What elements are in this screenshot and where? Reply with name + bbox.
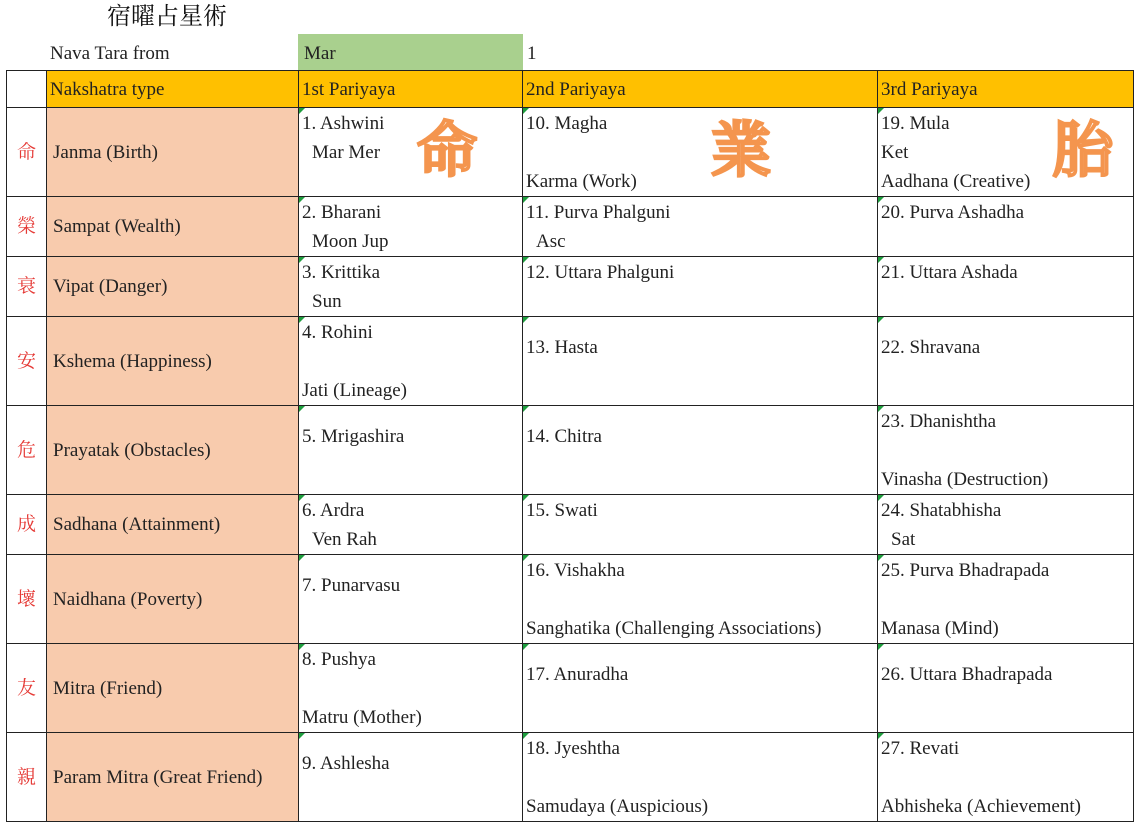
nakshatra-name: 16. Vishakha	[526, 560, 625, 581]
header-type-cell[interactable]	[47, 71, 299, 108]
nakshatra-name: 20. Purva Ashadha	[881, 202, 1025, 223]
nakshatra-name: 27. Revati	[881, 738, 960, 759]
pariyaya-cell-p2[interactable]	[523, 733, 878, 822]
comment-marker-icon	[299, 495, 305, 501]
table-row	[7, 733, 1134, 822]
row-kanji[interactable]: 成	[7, 495, 47, 555]
planet-list: Sun	[312, 291, 342, 312]
nakshatra-name: 11. Purva Phalguni	[526, 202, 671, 223]
nakshatra-type-label: Naidhana (Poverty)	[53, 588, 203, 610]
nakshatra-name: 3. Krittika	[302, 262, 381, 283]
nakshatra-type-label: Kshema (Happiness)	[53, 350, 212, 372]
nakshatra-type-cell[interactable]	[47, 733, 299, 822]
planet-list	[526, 138, 874, 167]
nakshatra-name: 5. Mrigashira	[302, 426, 405, 447]
pariyaya-cell-p2[interactable]	[523, 644, 878, 733]
header-p3-cell[interactable]	[878, 71, 1134, 108]
nakshatra-name: 14. Chitra	[526, 426, 602, 447]
comment-marker-icon	[523, 733, 529, 739]
nakshatra-type-label: Vipat (Danger)	[53, 276, 168, 297]
pariyaya-cell-p3[interactable]	[878, 644, 1134, 733]
row-kanji[interactable]: 命	[7, 108, 47, 197]
pariyaya-cell-p2[interactable]	[523, 108, 878, 197]
row-kanji[interactable]: 友	[7, 644, 47, 733]
nakshatra-type-label: Param Mitra (Great Friend)	[53, 766, 263, 788]
from-index[interactable]: 1	[527, 43, 537, 64]
table-row	[7, 555, 1134, 644]
row-kanji[interactable]: 危	[7, 406, 47, 495]
comment-marker-icon	[299, 406, 305, 412]
row-kanji[interactable]: 榮	[7, 197, 47, 257]
planet-list: Sat	[891, 529, 916, 550]
tara-meaning: Samudaya (Auspicious)	[526, 796, 709, 817]
nakshatra-type-label: Janma (Birth)	[53, 141, 159, 163]
comment-marker-icon	[523, 108, 529, 114]
nakshatra-name: 15. Swati	[526, 500, 598, 521]
pariyaya-cell-p1[interactable]	[299, 317, 523, 406]
comment-marker-icon	[299, 108, 305, 114]
pariyaya-cell-p2[interactable]	[523, 495, 878, 555]
nakshatra-type-cell[interactable]	[47, 317, 299, 406]
comment-marker-icon	[299, 644, 305, 650]
comment-marker-icon	[878, 257, 884, 263]
nakshatra-type-cell[interactable]	[47, 406, 299, 495]
pariyaya-cell-p1[interactable]	[299, 495, 523, 555]
nakshatra-name: 21. Uttara Ashada	[881, 262, 1018, 283]
comment-marker-icon	[878, 197, 884, 203]
planet-list: Ven Rah	[312, 529, 377, 550]
pariyaya-cell-p2[interactable]	[523, 197, 878, 257]
pariyaya-cell-p3[interactable]	[878, 197, 1134, 257]
table-row	[7, 317, 1134, 406]
nakshatra-name: 2. Bharani	[302, 202, 382, 223]
header-p1: 1st Pariyaya	[302, 78, 396, 100]
pariyaya-cell-p1[interactable]	[299, 644, 523, 733]
nakshatra-type-cell[interactable]	[47, 644, 299, 733]
planet-list	[526, 585, 874, 614]
nakshatra-name: 9. Ashlesha	[302, 753, 390, 774]
nakshatra-type-cell[interactable]	[47, 108, 299, 197]
comment-marker-icon	[878, 644, 884, 650]
planet-list	[881, 436, 1130, 465]
nakshatra-name: 1. Ashwini	[302, 113, 385, 134]
pariyaya-cell-p1[interactable]	[299, 406, 523, 495]
nakshatra-type-cell[interactable]	[47, 257, 299, 317]
comment-marker-icon	[523, 406, 529, 412]
pariyaya-cell-p3[interactable]	[878, 555, 1134, 644]
pariyaya-cell-p2[interactable]	[523, 406, 878, 495]
pariyaya-cell-p1[interactable]	[299, 555, 523, 644]
table-row	[7, 197, 1134, 257]
nakshatra-name: 23. Dhanishtha	[881, 411, 997, 432]
nakshatra-name: 12. Uttara Phalguni	[526, 262, 675, 283]
comment-marker-icon	[878, 108, 884, 114]
comment-marker-icon	[523, 495, 529, 501]
pariyaya-cell-p1[interactable]	[299, 108, 523, 197]
pariyaya-cell-p1[interactable]	[299, 257, 523, 317]
pariyaya-cell-p3[interactable]	[878, 108, 1134, 197]
nakshatra-type-label: Sadhana (Attainment)	[53, 514, 221, 535]
row-kanji[interactable]: 壞	[7, 555, 47, 644]
planet-list	[881, 763, 1130, 792]
comment-marker-icon	[878, 406, 884, 412]
comment-marker-icon	[523, 644, 529, 650]
table-row	[7, 108, 1134, 197]
pariyaya-cell-p2[interactable]	[523, 555, 878, 644]
pariyaya-cell-p2[interactable]	[523, 257, 878, 317]
nakshatra-name: 13. Hasta	[526, 337, 598, 358]
pariyaya-cell-p1[interactable]	[299, 197, 523, 257]
comment-marker-icon	[523, 197, 529, 203]
tara-meaning: Abhisheka (Achievement)	[881, 796, 1081, 817]
planet-list	[302, 674, 519, 703]
pariyaya-cell-p3[interactable]	[878, 317, 1134, 406]
tara-meaning: Vinasha (Destruction)	[881, 469, 1049, 490]
comment-marker-icon	[299, 733, 305, 739]
nakshatra-type-label: Mitra (Friend)	[53, 677, 163, 699]
nakshatra-name: 17. Anuradha	[526, 664, 629, 685]
row-kanji[interactable]: 親	[7, 733, 47, 822]
nakshatra-name: 4. Rohini	[302, 322, 373, 343]
comment-marker-icon	[878, 495, 884, 501]
nakshatra-name: 19. Mula	[881, 113, 950, 134]
nakshatra-type-cell[interactable]	[47, 495, 299, 555]
big-glyph-p1: 命	[417, 116, 477, 186]
nakshatra-name: 22. Shravana	[881, 337, 981, 358]
header-p3: 3rd Pariyaya	[881, 78, 978, 100]
header-p2: 2nd Pariyaya	[526, 78, 626, 100]
pariyaya-cell-p3[interactable]	[878, 733, 1134, 822]
pariyaya-cell-p1[interactable]	[299, 733, 523, 822]
row-kanji[interactable]: 安	[7, 317, 47, 406]
nakshatra-name: 6. Ardra	[302, 500, 365, 521]
comment-marker-icon	[299, 197, 305, 203]
comment-marker-icon	[299, 317, 305, 323]
tara-meaning: Manasa (Mind)	[881, 618, 999, 639]
comment-marker-icon	[523, 555, 529, 561]
pariyaya-cell-p3[interactable]	[878, 495, 1134, 555]
row-kanji[interactable]: 衰	[7, 257, 47, 317]
nakshatra-name: 10. Magha	[526, 113, 608, 134]
comment-marker-icon	[878, 317, 884, 323]
nakshatra-name: 7. Punarvasu	[302, 575, 401, 596]
from-value: Mar	[304, 43, 336, 64]
table-row	[7, 257, 1134, 317]
page-title: 宿曜占星術	[107, 2, 227, 30]
nakshatra-name: 26. Uttara Bhadrapada	[881, 664, 1053, 685]
comment-marker-icon	[299, 257, 305, 263]
header-blank-cell	[7, 71, 47, 108]
planet-list	[302, 347, 519, 376]
table-row	[7, 495, 1134, 555]
tara-meaning: Sanghatika (Challenging Associations)	[526, 618, 822, 639]
header-p1-cell[interactable]	[299, 71, 523, 108]
tara-meaning: Aadhana (Creative)	[881, 171, 1031, 192]
nakshatra-table	[6, 70, 1134, 822]
comment-marker-icon	[878, 555, 884, 561]
nakshatra-name: 25. Purva Bhadrapada	[881, 560, 1050, 581]
planet-list: Asc	[536, 231, 566, 252]
big-glyph-p2: 業	[711, 116, 771, 186]
nakshatra-name: 8. Pushya	[302, 649, 376, 670]
planet-list	[526, 763, 874, 792]
big-glyph-p3: 胎	[1053, 116, 1113, 186]
pariyaya-cell-p3[interactable]	[878, 257, 1134, 317]
header-row	[7, 71, 1134, 108]
comment-marker-icon	[299, 555, 305, 561]
tara-meaning: Karma (Work)	[526, 171, 637, 192]
nava-tara-label: Nava Tara from	[50, 43, 170, 64]
nakshatra-type-label: Prayatak (Obstacles)	[53, 439, 211, 461]
comment-marker-icon	[523, 317, 529, 323]
planet-list: Ket	[881, 142, 909, 163]
pariyaya-cell-p2[interactable]	[523, 317, 878, 406]
nakshatra-type-cell[interactable]	[47, 197, 299, 257]
nakshatra-name: 24. Shatabhisha	[881, 500, 1002, 521]
table-row	[7, 644, 1134, 733]
planet-list	[881, 585, 1130, 614]
nakshatra-type-label: Sampat (Wealth)	[53, 216, 181, 237]
comment-marker-icon	[878, 733, 884, 739]
header-type: Nakshatra type	[50, 78, 165, 100]
planet-list: Moon Jup	[312, 231, 389, 252]
nakshatra-name: 18. Jyeshtha	[526, 738, 620, 759]
header-p2-cell[interactable]	[523, 71, 878, 108]
comment-marker-icon	[523, 257, 529, 263]
tara-meaning: Matru (Mother)	[302, 707, 422, 728]
nakshatra-type-cell[interactable]	[47, 555, 299, 644]
table-row	[7, 406, 1134, 495]
pariyaya-cell-p3[interactable]	[878, 406, 1134, 495]
planet-list: Mar Mer	[312, 142, 381, 163]
tara-meaning: Jati (Lineage)	[302, 380, 407, 401]
